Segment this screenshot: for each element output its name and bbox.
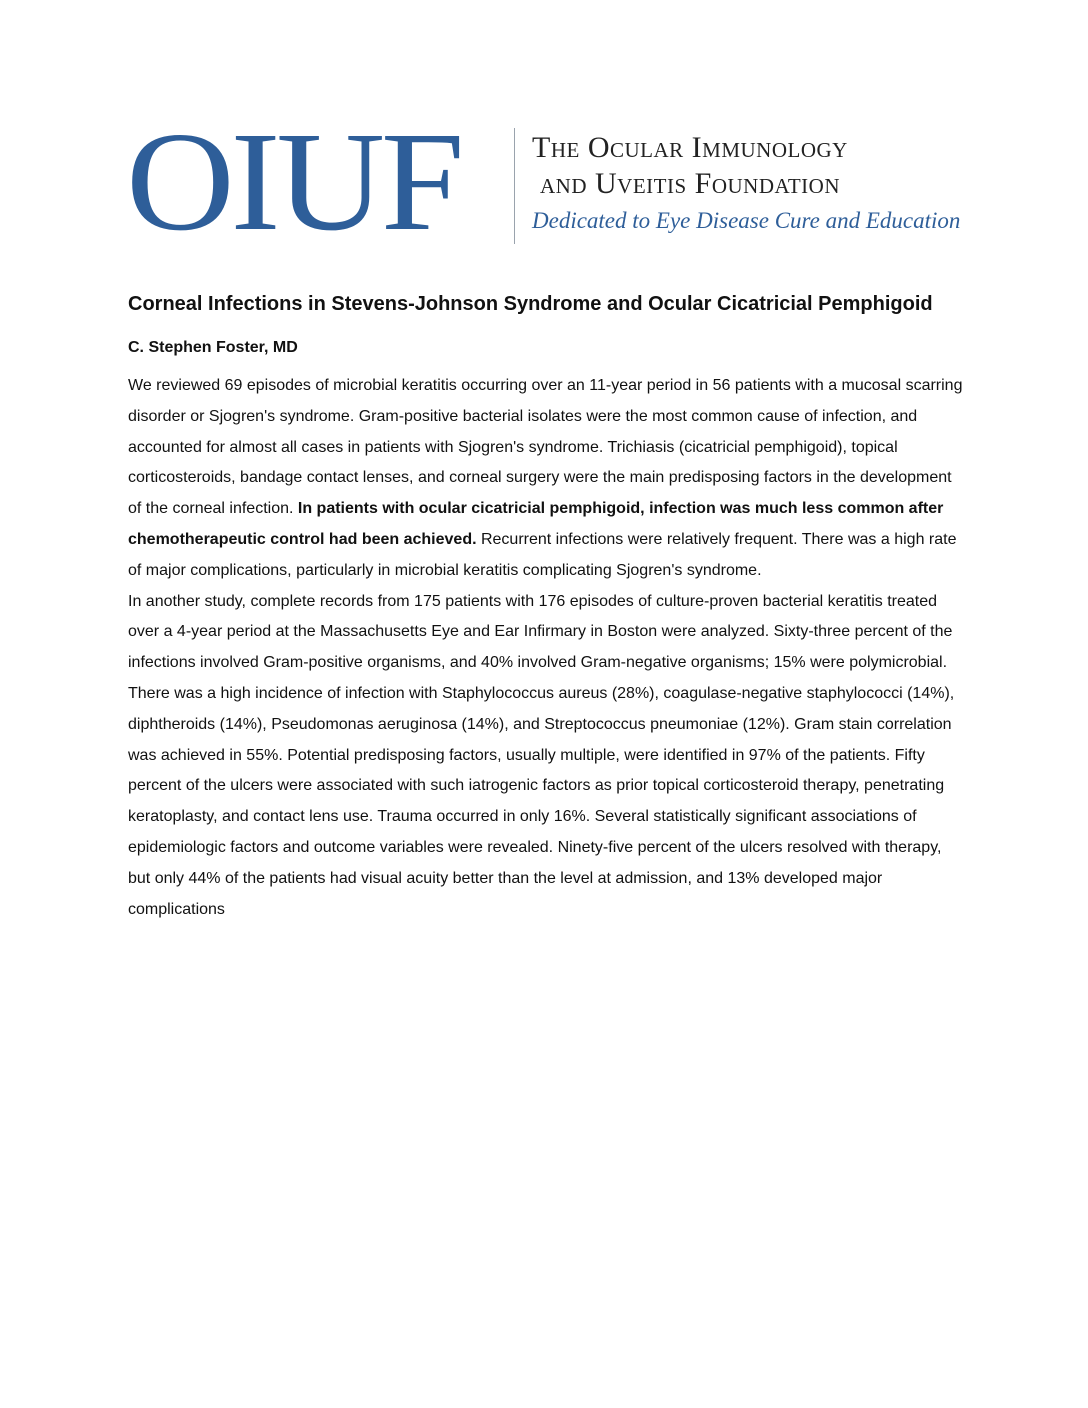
paragraph-1-text: We reviewed 69 episodes of microbial keratitis occurring over an 11-year period in 56 patients with a mucosal scarring disorder or Sjogren's syndrome. Gram-positive bacterial isolates were the most common cause of infection, and accounted for almost all cases in patients with Sjogren's syndrome. Trichiasis (cicatricial pemphigoid), topical corticosteroids, bandage contact lenses, and corneal surgery were the main predisposing factors in the development of the corneal infection. [128, 377, 963, 518]
logo-divider [514, 128, 515, 244]
tagline: Dedicated to Eye Disease Cure and Education [532, 208, 961, 233]
article-title: Corneal Infections in Stevens-Johnson Syndrome and Ocular Cicatricial Pemphigoid [128, 293, 933, 315]
header [126, 102, 966, 260]
article [128, 292, 968, 925]
organization-name-line2: and Uveitis Foundation [540, 167, 840, 200]
organization-name [532, 130, 972, 202]
author: C. Stephen Foster, MD [128, 339, 298, 356]
logo-mark: OIUF [126, 102, 461, 260]
paragraph-1-emphasis: In patients with ocular cicatricial pemphigoid, infection was much less common after chemotherapeutic control had been achieved. [128, 500, 944, 548]
organization-name-line1: The Ocular Immunology [532, 131, 848, 164]
paragraph-1-text-end: Recurrent infections were relatively frequent. There was a high rate of major complications, particularly in microbial keratitis complicating Sjogren's syndrome. [128, 530, 957, 579]
paragraph-2: In another study, complete records from 175 patients with 176 episodes of culture-proven bacterial keratitis treated over a 4-year period at the Massachusetts Eye and Ear Infirmary in Boston were analyzed. Sixty-three percent of the infections involved Gram-positive organisms, and 40% involved Gram-negative organisms; 15% were polymicrobial. There was a high incidence of infection with Staphylococcus aureus (28%), coagulase-negative staphylococci (14%), diphtheroids (14%), Pseudomonas aeruginosa (14%), and Streptococcus pneumoniae (12%). Gram stain correlation was achieved in 55%. Potential predisposing factors, usually multiple, were identified in 97% of the patients. Fifty percent of the ulcers were associated with such iatrogenic factors as prior topical corticosteroid therapy, penetrating keratoplasty, and contact lens use. Trauma occurred in only 16%. Several statistically significant associations of epidemiologic factors and outcome variables were revealed. Ninety-five percent of the ulcers resolved with therapy, but only 44% of the patients had visual acuity better than the level at admission, and 13% developed major complications [128, 592, 955, 918]
paragraph-1 [128, 371, 968, 587]
